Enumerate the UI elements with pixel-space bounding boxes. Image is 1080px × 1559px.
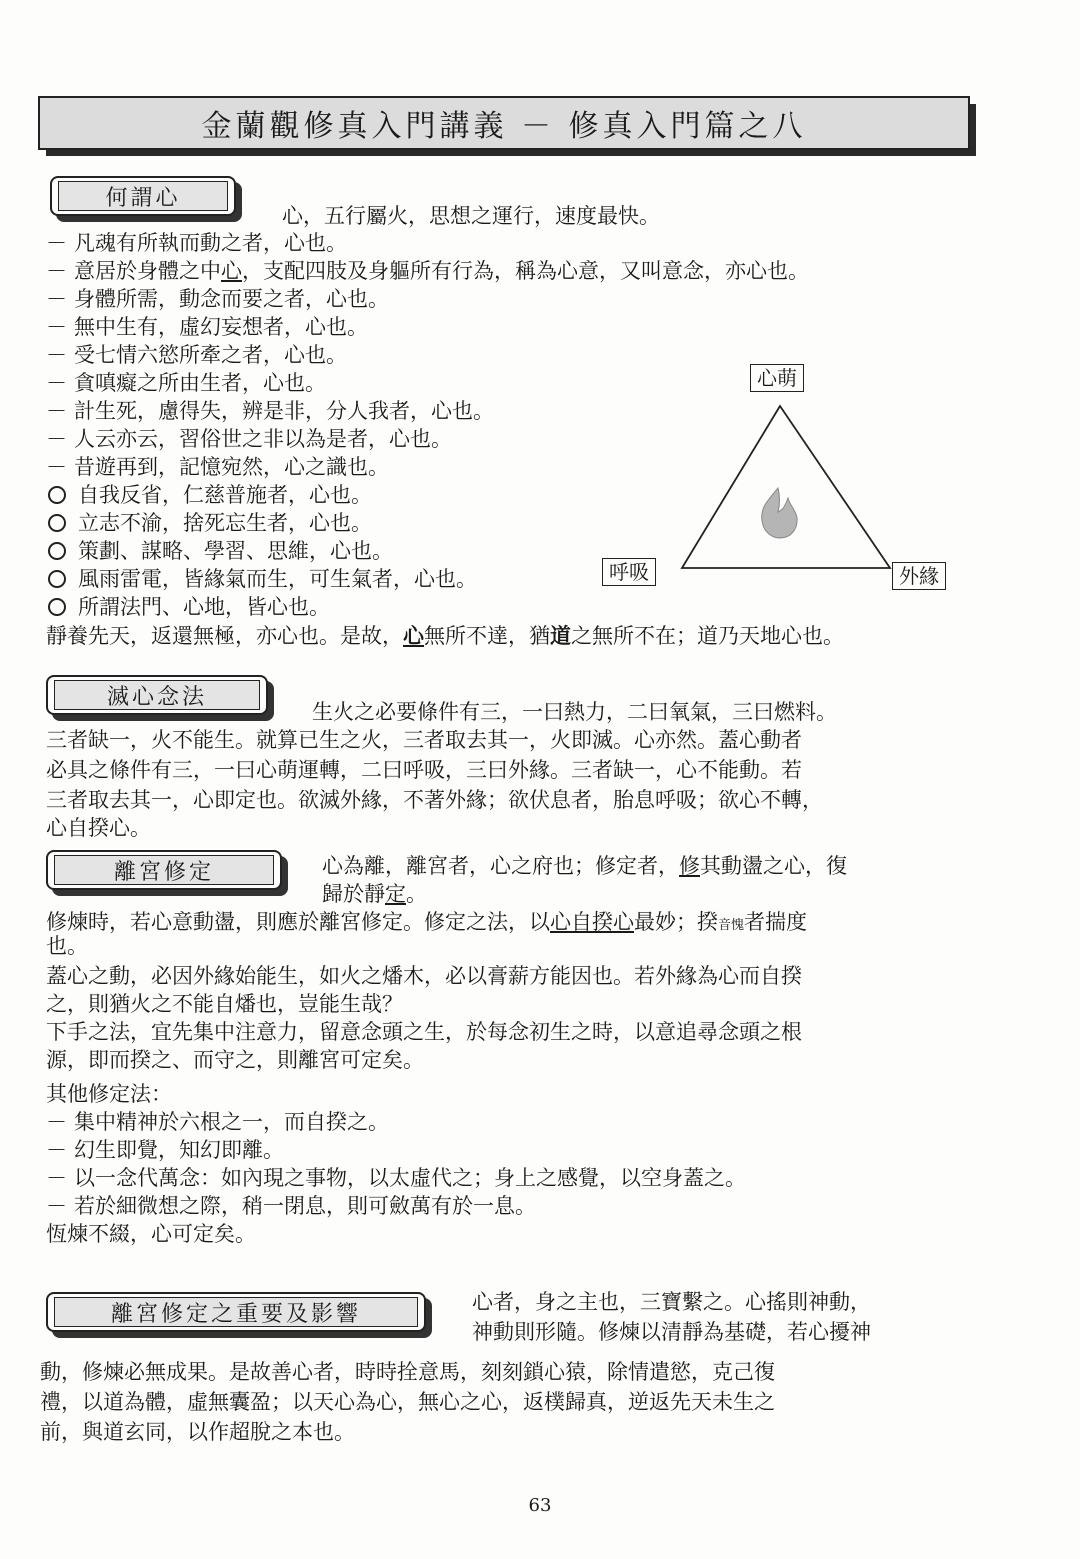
list-item: － 幻生即覺，知幻即離。 [46, 1138, 284, 1162]
circle-bullet-icon [48, 486, 66, 504]
list-item-circle: 立志不渝，捨死忘生者，心也。 [48, 509, 372, 537]
diagram-label-top: 心萌 [750, 364, 804, 392]
s3-intro-2: 歸於靜定。 [322, 882, 427, 906]
list-item: － 以一念代萬念：如內現之事物，以太虛代之；身上之感覺，以空身蓋之。 [46, 1166, 746, 1190]
s4-line: 動，修煉必無成果。是故善心者，時時拴意馬，刻刻鎖心猿，除情遣慾，克己復 [40, 1360, 775, 1384]
s3-closing: 恆煉不綴，心可定矣。 [46, 1222, 256, 1246]
list-item: － 集中精神於六根之一，而自揆之。 [46, 1110, 389, 1134]
section-label-importance [46, 1292, 426, 1332]
list-item-circle: 策劃、謀略、學習、思維，心也。 [48, 537, 393, 565]
s4-line: 禮，以道為體，虛無囊盈；以天心為心，無心之心，返樸歸真，逆返先天未生之 [40, 1390, 775, 1414]
list-item-circle: 所謂法門、心地，皆心也。 [48, 593, 330, 621]
s3-paragraph: 修煉時，若心意動盪，則應於離宮修定。修定之法，以心自揆心最妙；揆音愧者揣度 [46, 910, 808, 934]
list-item: － 貪嗔癡之所由生者，心也。 [46, 371, 326, 395]
list-item: － 若於細微想之際，稍一閉息，則可斂萬有於一息。 [46, 1194, 536, 1218]
s4-intro: 神動則形隨。修煉以清靜為基礎，若心擾神 [472, 1320, 871, 1344]
s2-line: 心自揆心。 [46, 816, 151, 840]
s3-paragraph: 源，即而揆之、而守之，則離宮可定矣。 [46, 1048, 424, 1072]
section-label-what-is-heart [50, 176, 236, 216]
s3-paragraph: 也。 [46, 934, 88, 958]
s1-closing: 靜養先天，返還無極，亦心也。是故，心無所不達，猶道之無所不在；道乃天地心也。 [46, 623, 844, 648]
triangle-shape [682, 406, 890, 568]
s2-line: 必具之條件有三，一曰心萌運轉，二曰呼吸，三曰外緣。三者缺一，心不能動。若 [46, 758, 802, 782]
diagram-label-left: 呼吸 [602, 558, 656, 586]
s2-line: 三者缺一，火不能生。就算已生之火，三者取去其一，火即滅。心亦然。蓋心動者 [46, 728, 802, 752]
circle-bullet-icon [48, 598, 66, 616]
heart-triangle-diagram [600, 360, 960, 595]
list-item: － 計生死，慮得失，辨是非，分人我者，心也。 [46, 399, 494, 423]
list-item: － 人云亦云，習俗世之非以為是者，心也。 [46, 427, 452, 451]
circle-bullet-icon [48, 514, 66, 532]
list-item: － 受七情六慾所牽之者，心也。 [46, 343, 347, 367]
section-label-li-palace-meditation [46, 850, 282, 890]
section-label-text: 何謂心 [58, 181, 228, 211]
s4-intro: 心者，身之主也，三寶繫之。心搖則神動， [472, 1290, 871, 1314]
s3-paragraph: 下手之法，宜先集中注意力，留意念頭之生，於每念初生之時，以意追尋念頭之根 [46, 1020, 802, 1044]
page-title: 金蘭觀修真入門講義 － 修真入門篇之八 [38, 96, 970, 150]
s2-line: 三者取去其一，心即定也。欲滅外緣，不著外緣；欲伏息者，胎息呼吸；欲心不轉， [46, 788, 823, 812]
diagram-label-right: 外緣 [892, 562, 946, 590]
page-number: 63 [528, 1495, 552, 1516]
section-label-text: 離宮修定之重要及影響 [54, 1297, 418, 1327]
s4-line: 前，與道玄同，以作超脫之本也。 [40, 1420, 355, 1444]
list-item: － 意居於身體之中心，支配四肢及身軀所有行為，稱為心意，又叫意念，亦心也。 [46, 259, 809, 283]
section-label-extinguish-thoughts [46, 675, 268, 715]
circle-bullet-icon [48, 570, 66, 588]
s3-paragraph: 之，則猶火之不能自燔也，豈能生哉？ [46, 992, 403, 1016]
list-item: － 昔遊再到，記憶宛然，心之識也。 [46, 455, 389, 479]
s3-others-title: 其他修定法： [46, 1082, 172, 1106]
list-item-circle: 自我反省，仁慈普施者，心也。 [48, 481, 372, 509]
flame-icon [762, 488, 797, 538]
s3-paragraph: 蓋心之動，必因外緣始能生，如火之燔木，必以膏薪方能因也。若外緣為心而自揆 [46, 964, 802, 988]
list-item: － 身體所需，動念而要之者，心也。 [46, 287, 389, 311]
section-label-text: 離宮修定 [54, 855, 274, 885]
s1-intro: 心，五行屬火，思想之運行，速度最快。 [282, 204, 660, 228]
s2-line: 生火之必要條件有三，一曰熱力，二曰氧氣，三曰燃料。 [312, 700, 837, 724]
list-item-circle: 風雨雷電，皆緣氣而生，可生氣者，心也。 [48, 565, 477, 593]
list-item: － 凡魂有所執而動之者，心也。 [46, 231, 347, 255]
s3-intro-1: 心為離，離宮者，心之府也；修定者，修其動盪之心，復 [322, 854, 847, 878]
list-item: － 無中生有，虛幻妄想者，心也。 [46, 315, 368, 339]
circle-bullet-icon [48, 542, 66, 560]
section-label-text: 滅心念法 [54, 680, 260, 710]
